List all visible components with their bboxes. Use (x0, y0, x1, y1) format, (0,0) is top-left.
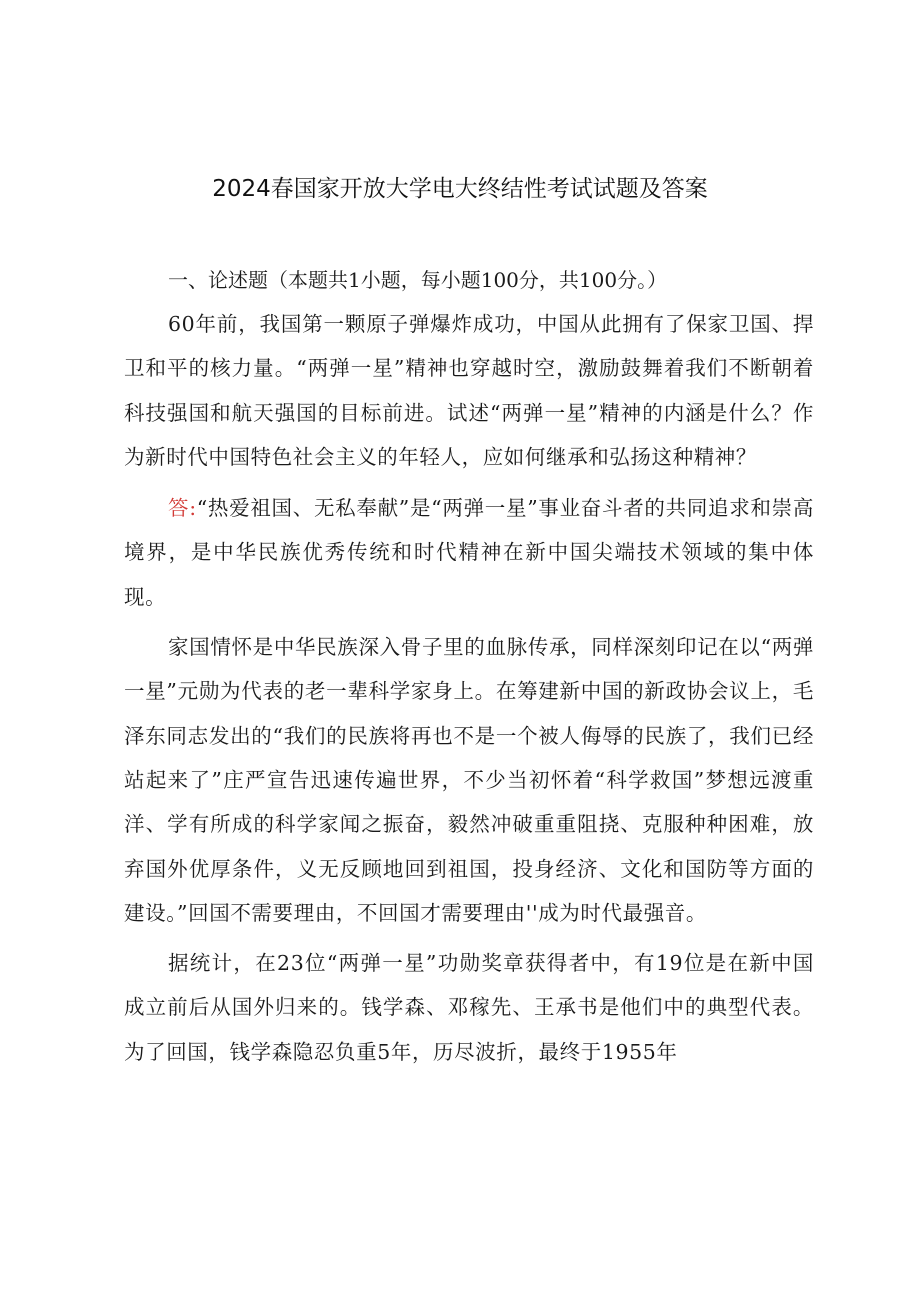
answer-label: 答: (168, 496, 197, 521)
body-paragraph-2: 家国情怀是中华民族深入骨子里的血脉传承，同样深刻印记在以“两弹一星”元勋为代表的老一辈科学家身上。在筹建新中国的新政协会议上，毛泽东同志发出的“我们的民族将再也不是一个被人侮辱的民族了，我们已经站起来了”庄严宣告迅速传遍世界，不少当初怀着“科学救国”梦想远渡重洋、学有所成的科学家闻之振奋，毅然冲破重重阻挠、克服种种困难，放弃国外优厚条件，义无反顾地回到祖国，投身经济、文化和国防等方面的建设。”回国不需要理由，不回国才需要理由''成为时代最强音。 (124, 635, 814, 925)
body-paragraph-3: 据统计，在23位“两弹一星”功勋奖章获得者中，有19位是在新中国成立前后从国外归来的。钱学森、邓稼先、王承书是他们中的典型代表。为了回国，钱学森隐忍负重5年，历尽波折，最终于1955年 (124, 951, 814, 1064)
section-heading: 一、论述题（本题共1小题，每小题100分，共100分。） (168, 268, 668, 292)
document-title: 2024春国家开放大学电大终结性考试试题及答案 (212, 176, 708, 202)
paragraph-spacer (124, 479, 814, 485)
document-body (124, 258, 814, 1074)
answer-text: “热爱祖国、无私奉献”是“两弹一星”事业奋斗者的共同追求和崇高境界，是中华民族优秀传统和时代精神在新中国尖端技术领域的集中体现。 (124, 496, 814, 609)
question-paragraph: 60年前，我国第一颗原子弹爆炸成功，中国从此拥有了保家卫国、捍卫和平的核力量。“两弹一星”精神也穿越时空，激励鼓舞着我们不断朝着科技强国和航天强国的目标前进。试述“两弹一星”精神的内涵是什么？作为新时代中国特色社会主义的年轻人，应如何继承和弘扬这种精神？ (124, 312, 814, 469)
answer-paragraph (124, 486, 814, 619)
